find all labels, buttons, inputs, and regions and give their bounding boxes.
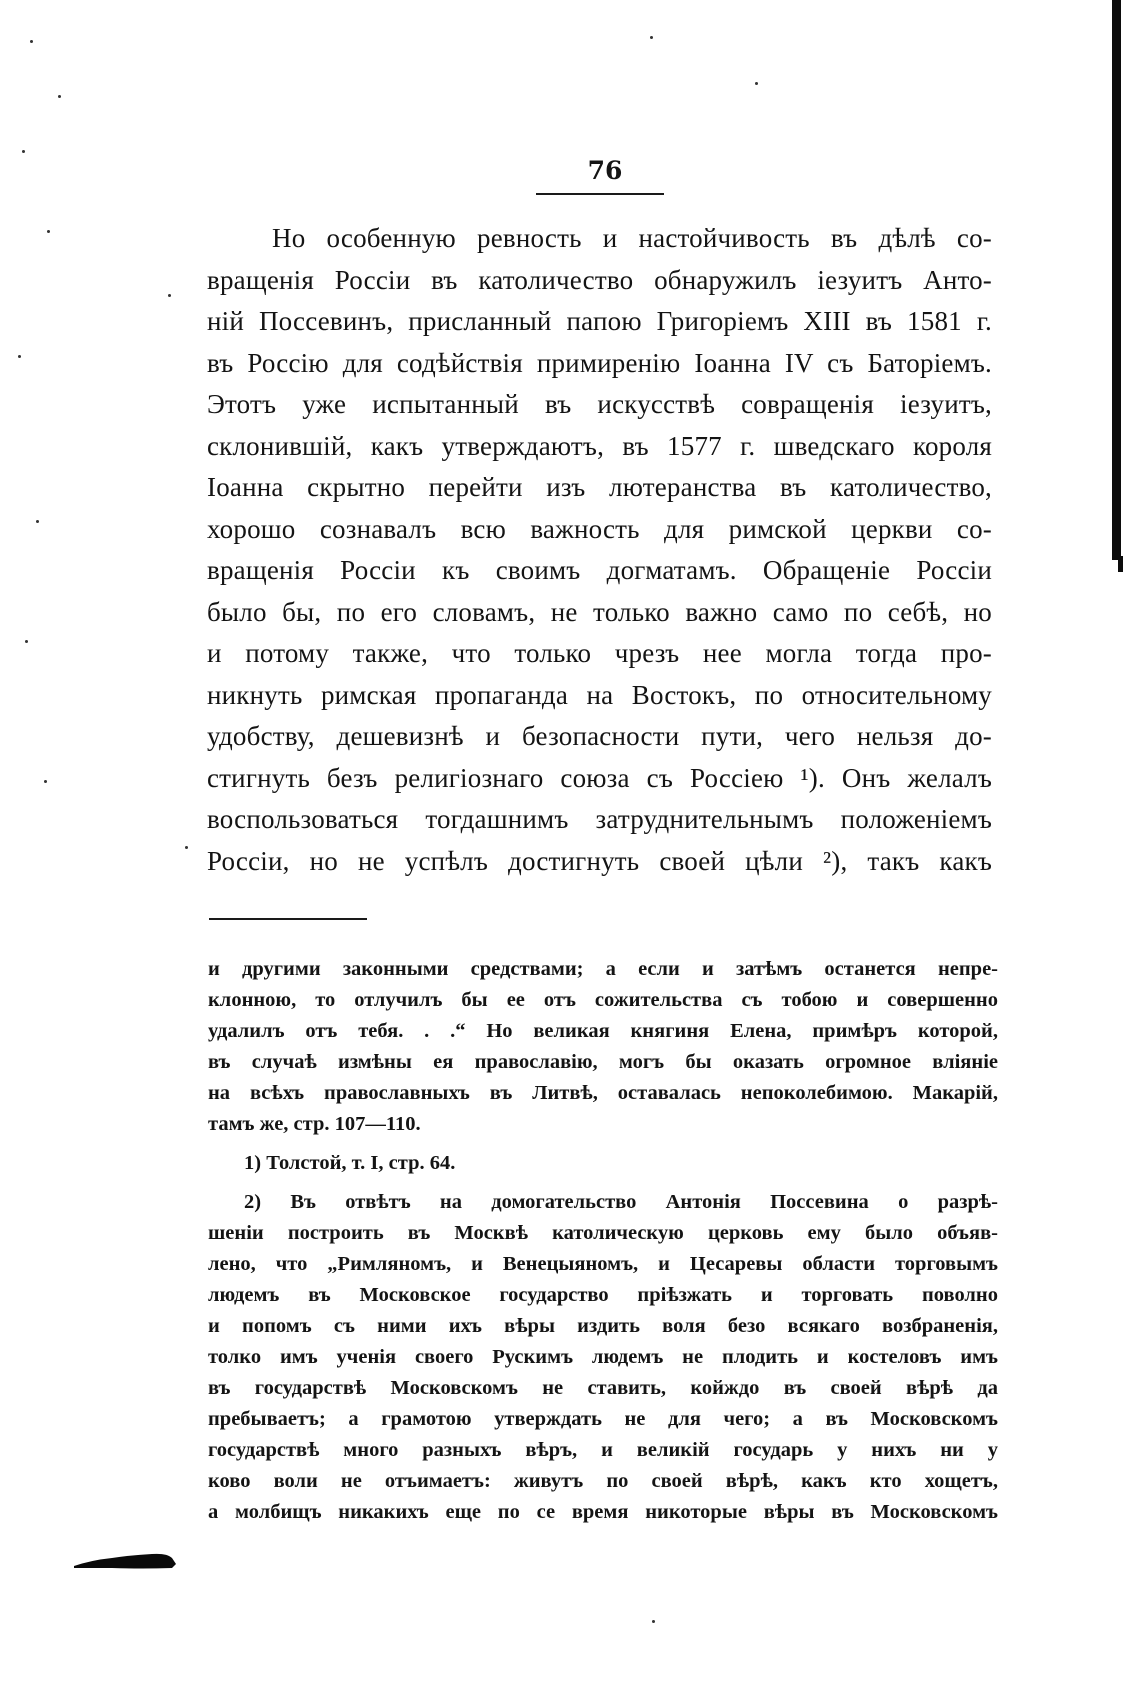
text-line: стигнуть безъ религіознаго союза съ Россіею ¹). Онъ желалъ bbox=[207, 762, 992, 793]
footnote-line: на всѣхъ православныхъ въ Литвѣ, оставалась непоколебимою. Макарій, bbox=[208, 1082, 998, 1104]
scan-speck bbox=[650, 36, 653, 39]
text-line: хорошо сознавалъ всю важность для римской церкви со- bbox=[207, 513, 992, 544]
text-line: вращенія Россіи въ католичество обнаружилъ іезуитъ Анто- bbox=[207, 264, 992, 295]
scan-speck bbox=[36, 520, 39, 523]
footnote-line: а молбищъ никакихъ еще по се время никоторые вѣры въ Московскомъ bbox=[208, 1501, 998, 1523]
footnote-2 bbox=[208, 1187, 998, 1528]
footnote-gap bbox=[208, 1140, 998, 1148]
footnote-line: 2) Въ отвѣтъ на домогательство Антонія Поссевина о разрѣ- bbox=[244, 1191, 998, 1213]
page-number-rule bbox=[536, 193, 664, 195]
footnotes bbox=[208, 954, 998, 1528]
scan-speck bbox=[25, 640, 28, 643]
scan-speck bbox=[185, 846, 188, 849]
scan-speck bbox=[44, 780, 47, 783]
scan-speck bbox=[58, 95, 61, 98]
footnote-line: и попомъ съ ними ихъ вѣры издить воля безо всякаго возбраненія, bbox=[208, 1315, 998, 1337]
footnote-line: шеніи построить въ Москвѣ католическую церковь ему было объяв- bbox=[208, 1222, 998, 1244]
footnote-line: людемъ въ Московское государство пріѣзжать и торговать поволно bbox=[208, 1284, 998, 1306]
footnote-line: въ государствѣ Московскомъ не ставить, койждо въ своей вѣрѣ да bbox=[208, 1377, 998, 1399]
text-line: вращенія Россіи къ своимъ догматамъ. Обращеніе Россіи bbox=[207, 555, 992, 585]
text-line: и потому также, что только чрезъ нее могла тогда про- bbox=[207, 638, 992, 668]
page-number: 76 bbox=[587, 156, 623, 185]
footnote-gap bbox=[208, 1179, 998, 1187]
scan-speck bbox=[18, 355, 21, 358]
footnote-line: толко имъ ученія своего Рускимъ людемъ не плодить и костеловъ имъ bbox=[208, 1346, 998, 1368]
footnote-line: удалилъ отъ тебя. . .“ Но великая княгиня Елена, примѣръ которой, bbox=[208, 1020, 998, 1042]
scan-speck bbox=[755, 82, 758, 85]
footnote-line: ково воли не отъимаетъ: живутъ по своей вѣрѣ, какъ кто хощетъ, bbox=[208, 1470, 998, 1492]
text-line: Этотъ уже испытанный въ искусствѣ совращенія іезуитъ, bbox=[207, 389, 992, 419]
scan-speck bbox=[652, 1620, 655, 1623]
text-line: склонившій, какъ утверждаютъ, въ 1577 г. шведскаго короля bbox=[207, 430, 992, 461]
footnote-line: и другими законными средствами; а если и затѣмъ останется непре- bbox=[208, 958, 998, 980]
footnote-continuation bbox=[208, 954, 998, 1140]
footnote-line: пребываетъ; а грамотою утверждать не для чего; а въ Московскомъ bbox=[208, 1408, 998, 1430]
footnote-line: тамъ же, стр. 107—110. bbox=[208, 1113, 421, 1135]
footnote-line: лено, что „Римляномъ, и Венецыяномъ, и Цесаревы области торговымъ bbox=[208, 1253, 998, 1275]
text-line: ній Поссевинъ, присланный папою Григоріемъ XIII въ 1581 г. bbox=[207, 306, 992, 336]
text-line: Іоанна скрытно перейти изъ лютеранства въ католичество, bbox=[207, 472, 992, 502]
main-text bbox=[207, 218, 992, 882]
text-line: удобству, дешевизнѣ и безопасности пути, чего нельзя до- bbox=[207, 721, 992, 751]
scan-speck bbox=[168, 294, 171, 297]
ink-blot bbox=[72, 1552, 182, 1570]
text-line: въ Россію для содѣйствія примиренію Іоанна IV съ Баторіемъ. bbox=[207, 347, 992, 378]
text-line: Россіи, но не успѣлъ достигнуть своей цѣли ²), такъ какъ bbox=[207, 845, 992, 876]
text-line: никнуть римская пропаганда на Востокъ, по относительному bbox=[207, 679, 992, 710]
footnote-line: въ случаѣ измѣны ея православію, могъ бы оказать огромное вліяніе bbox=[208, 1051, 998, 1073]
text-line: было бы, по его словамъ, не только важно само по себѣ, но bbox=[207, 596, 992, 627]
scan-speck bbox=[30, 40, 33, 43]
text-line: воспользоваться тогдашнимъ затруднительнымъ положеніемъ bbox=[207, 804, 992, 834]
page-edge-shadow bbox=[1112, 0, 1121, 560]
scan-speck bbox=[47, 230, 50, 233]
page-edge-notch bbox=[1118, 556, 1123, 572]
footnote-separator bbox=[209, 918, 367, 920]
footnote-1 bbox=[208, 1148, 998, 1179]
footnote-line: государствѣ много разныхъ вѣръ, и великій государь у нихъ ни у bbox=[208, 1439, 998, 1461]
scan-speck bbox=[22, 150, 25, 153]
footnote-line: клонною, то отлучилъ бы ее отъ сожительства съ тобою и совершенно bbox=[208, 989, 998, 1011]
footnote-line: 1) Толстой, т. I, стр. 64. bbox=[244, 1152, 456, 1174]
text-line: Но особенную ревность и настойчивость въ дѣлѣ со- bbox=[272, 223, 992, 253]
